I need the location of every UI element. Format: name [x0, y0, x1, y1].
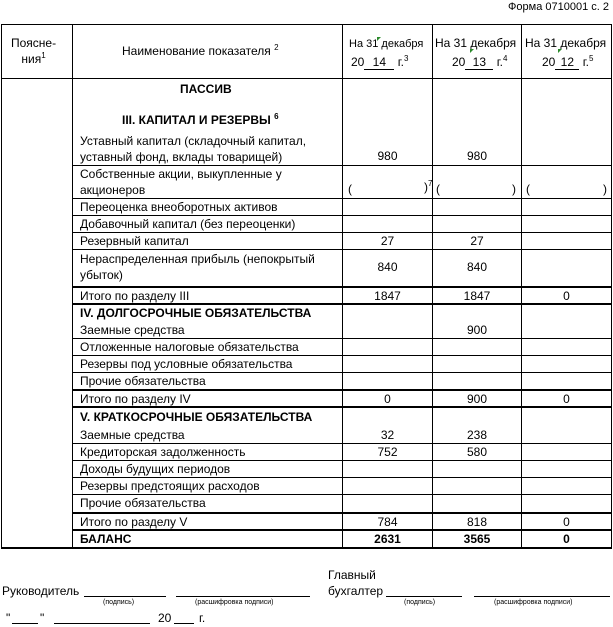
- footer-head-label: Руководитель: [2, 584, 80, 598]
- value-cell: 1847: [463, 289, 491, 303]
- section3-title-label: III. КАПИТАЛ И РЕЗЕРВЫ: [122, 113, 271, 127]
- header-col2-top: На 31 декабря: [435, 36, 517, 50]
- row-own-shares-l1: Собственные акции, выкупленные у: [80, 167, 282, 181]
- signature-caption: (подпись): [404, 599, 436, 606]
- row-charter-l1: Уставный капитал (складочный капитал,: [80, 134, 307, 148]
- row-borrowed-short: Заемные средства: [80, 428, 185, 442]
- value-cell: 980: [466, 149, 488, 163]
- header-col2-year: 13: [465, 55, 493, 70]
- value-cell: 238: [466, 428, 488, 442]
- header-col1-suffix: г.: [397, 55, 404, 69]
- row-other-long: Прочие обязательства: [80, 374, 206, 388]
- row-revaluation: Переоценка внеоборотных активов: [80, 200, 278, 214]
- value-cell: 752: [377, 445, 398, 459]
- comment-marker-icon: [558, 49, 562, 53]
- value-cell: 784: [377, 515, 398, 529]
- header-col3-suffix: г.: [582, 55, 589, 69]
- row-other-short: Прочие обязательства: [80, 496, 206, 510]
- row-total-section5: Итого по разделу V: [80, 515, 188, 529]
- date-quote-open: ": [6, 611, 11, 625]
- header-col3-top: На 31 декабря: [525, 36, 607, 50]
- row-charter-capital: [80, 133, 306, 165]
- form-code: Форма 0710001 с. 2: [508, 1, 609, 13]
- value-cell: 1847: [374, 289, 401, 303]
- value-cell: 0: [563, 289, 570, 303]
- date-quote-close: ": [40, 611, 45, 625]
- value-cell: 3565: [463, 532, 491, 546]
- row-deferred-tax: Отложенные налоговые обязательства: [80, 340, 299, 354]
- row-charter-l2: уставный фонд, вклады товарищей): [80, 150, 283, 164]
- value-cell: 2631: [374, 532, 401, 546]
- value-cell: 840: [466, 260, 488, 274]
- section-passive: ПАССИВ: [180, 82, 232, 96]
- header-col2-year-line: [452, 55, 507, 70]
- row-total-section3: Итого по разделу III: [80, 289, 190, 303]
- row-retained-earnings: [80, 251, 315, 283]
- value-cell: 0: [563, 515, 570, 529]
- row-own-shares: [80, 166, 282, 198]
- header-notes-sup: 1: [41, 51, 46, 60]
- value-cell: 32: [380, 428, 395, 442]
- value-cell: 840: [377, 260, 398, 274]
- value-cell: 0: [563, 532, 570, 546]
- header-col1: [349, 36, 423, 50]
- header-notes-label: Поясне- ния: [11, 36, 57, 66]
- row-retained-l2: убыток): [80, 268, 123, 282]
- footer-chief-l2: бухгалтер: [328, 584, 384, 598]
- header-col3-year-prefix: 20: [542, 55, 556, 69]
- header-col1-year-line: [351, 55, 408, 70]
- paren-close: ): [512, 182, 516, 196]
- paren-open: (: [436, 182, 440, 196]
- header-col2: [435, 36, 516, 50]
- header-col3: [525, 36, 606, 50]
- own-shares-sup: 7: [428, 179, 433, 188]
- value-cell: 27: [470, 234, 484, 248]
- value-cell: 980: [377, 149, 398, 163]
- header-col2-suffix: г.: [496, 55, 503, 69]
- row-contingent-reserves: Резервы под условные обязательства: [80, 357, 293, 371]
- section3-title: [122, 113, 279, 127]
- decode-caption: (расшифровка подписи): [494, 599, 573, 606]
- row-deferred-income: Доходы будущих периодов: [80, 462, 231, 476]
- header-col3-year: 12: [555, 55, 579, 70]
- header-col1-top: На 31 декабря: [349, 38, 424, 50]
- header-col1-sup: 3: [403, 54, 409, 63]
- row-total-section4: Итого по разделу IV: [80, 392, 191, 406]
- header-indicator-label: Наименование показателя: [122, 44, 271, 58]
- value-cell: 900: [466, 323, 488, 337]
- header-col2-year-prefix: 20: [452, 55, 466, 69]
- paren-open: (: [348, 182, 352, 196]
- comment-marker-icon: [377, 37, 381, 41]
- value-cell: 818: [466, 515, 488, 529]
- paren-open: (: [526, 182, 530, 196]
- comment-marker-icon: [470, 49, 474, 53]
- row-reserve-capital: Резервный капитал: [80, 234, 189, 248]
- paren-close: )$^7$: [424, 179, 433, 194]
- row-additional-capital: Добавочный капитал (без переоценки): [80, 217, 296, 231]
- value-cell: 0: [384, 392, 391, 406]
- value-cell: 580: [466, 445, 488, 459]
- decode-caption: (расшифровка подписи): [195, 599, 274, 606]
- header-indicator-sup: 2: [274, 43, 279, 52]
- value-cell: 900: [466, 392, 488, 406]
- header-notes: [11, 35, 56, 67]
- date-year-prefix: 20: [158, 611, 172, 625]
- header-col2-sup: 4: [502, 54, 508, 63]
- row-own-shares-l2: акционеров: [80, 183, 146, 197]
- value-cell: 0: [563, 392, 570, 406]
- header-col3-sup: 5: [588, 54, 594, 63]
- date-year-suffix: г.: [199, 611, 206, 625]
- row-payables: Кредиторская задолженность: [80, 445, 246, 459]
- row-borrowed-long: Заемные средства: [80, 323, 185, 337]
- value-cell: 27: [380, 234, 395, 248]
- signature-caption: (подпись): [103, 599, 135, 606]
- row-balance: БАЛАНС: [80, 532, 132, 546]
- section3-sup: 6: [274, 112, 279, 121]
- row-retained-l1: Нераспределенная прибыль (непокрытый: [80, 252, 315, 266]
- header-col3-year-line: [542, 55, 593, 70]
- paren-close: ): [603, 182, 607, 196]
- footer-chief-l1: Главный: [328, 568, 376, 582]
- row-future-expenses: Резервы предстоящих расходов: [80, 479, 260, 493]
- section5-title: V. КРАТКОСРОЧНЫЕ ОБЯЗАТЕЛЬСТВА: [80, 410, 313, 424]
- header-indicator: [122, 44, 279, 58]
- header-col1-year-prefix: 20: [351, 55, 365, 69]
- header-col1-year: 14: [364, 55, 394, 70]
- section4-title: IV. ДОЛГОСРОЧНЫЕ ОБЯЗАТЕЛЬСТВА: [80, 306, 312, 320]
